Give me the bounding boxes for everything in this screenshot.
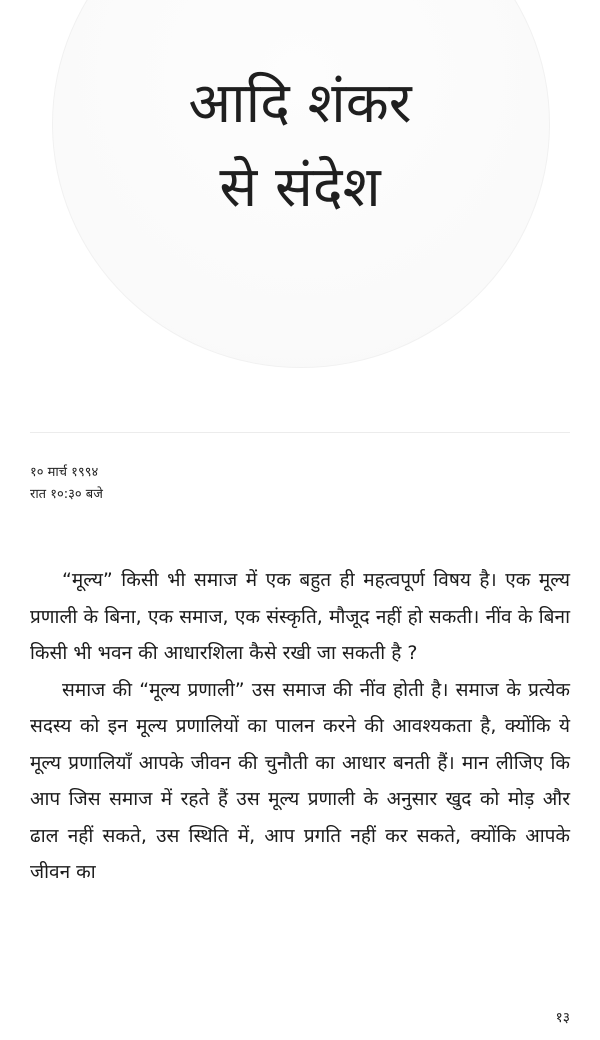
time-text: रात १०:३० बजे [30,487,103,502]
body-text [30,562,570,891]
chapter-title-line-2: से संदेश [219,155,381,220]
page-number: १३ [555,1010,570,1026]
paragraph-1: “मूल्य” किसी भी समाज में एक बहुत ही महत्वपूर्ण विषय है। एक मूल्य प्रणाली के बिना, एक समाज, एक संस्कृति, मौजूद नहीं हो सकती। नींव के बिना किसी भी भवन की आधारशिला कैसे रखी जा सकती है ? [30,569,570,664]
chapter-title [0,62,600,230]
date-block [30,462,103,506]
paragraph-2: समाज की “मूल्य प्रणाली” उस समाज की नींव होती है। समाज के प्रत्येक सदस्य को इन मूल्य प्रणालियों का पालन करने की आवश्यकता है, क्योंकि ये मूल्य प्रणालियाँ आपके जीवन की चुनौती का आधार बनती हैं। मान लीजिए कि आप जिस समाज में रहते हैं उस मूल्य प्रणाली के अनुसार खुद को मोड़ और ढाल नहीं सकते, उस स्थिति में, आप प्रगति नहीं कर सकते, क्योंकि आपके जीवन का [30,678,570,883]
date-text: १० मार्च १९९४ [30,465,99,480]
chapter-title-line-1: आदि शंकर [188,71,412,136]
section-divider [30,432,570,433]
